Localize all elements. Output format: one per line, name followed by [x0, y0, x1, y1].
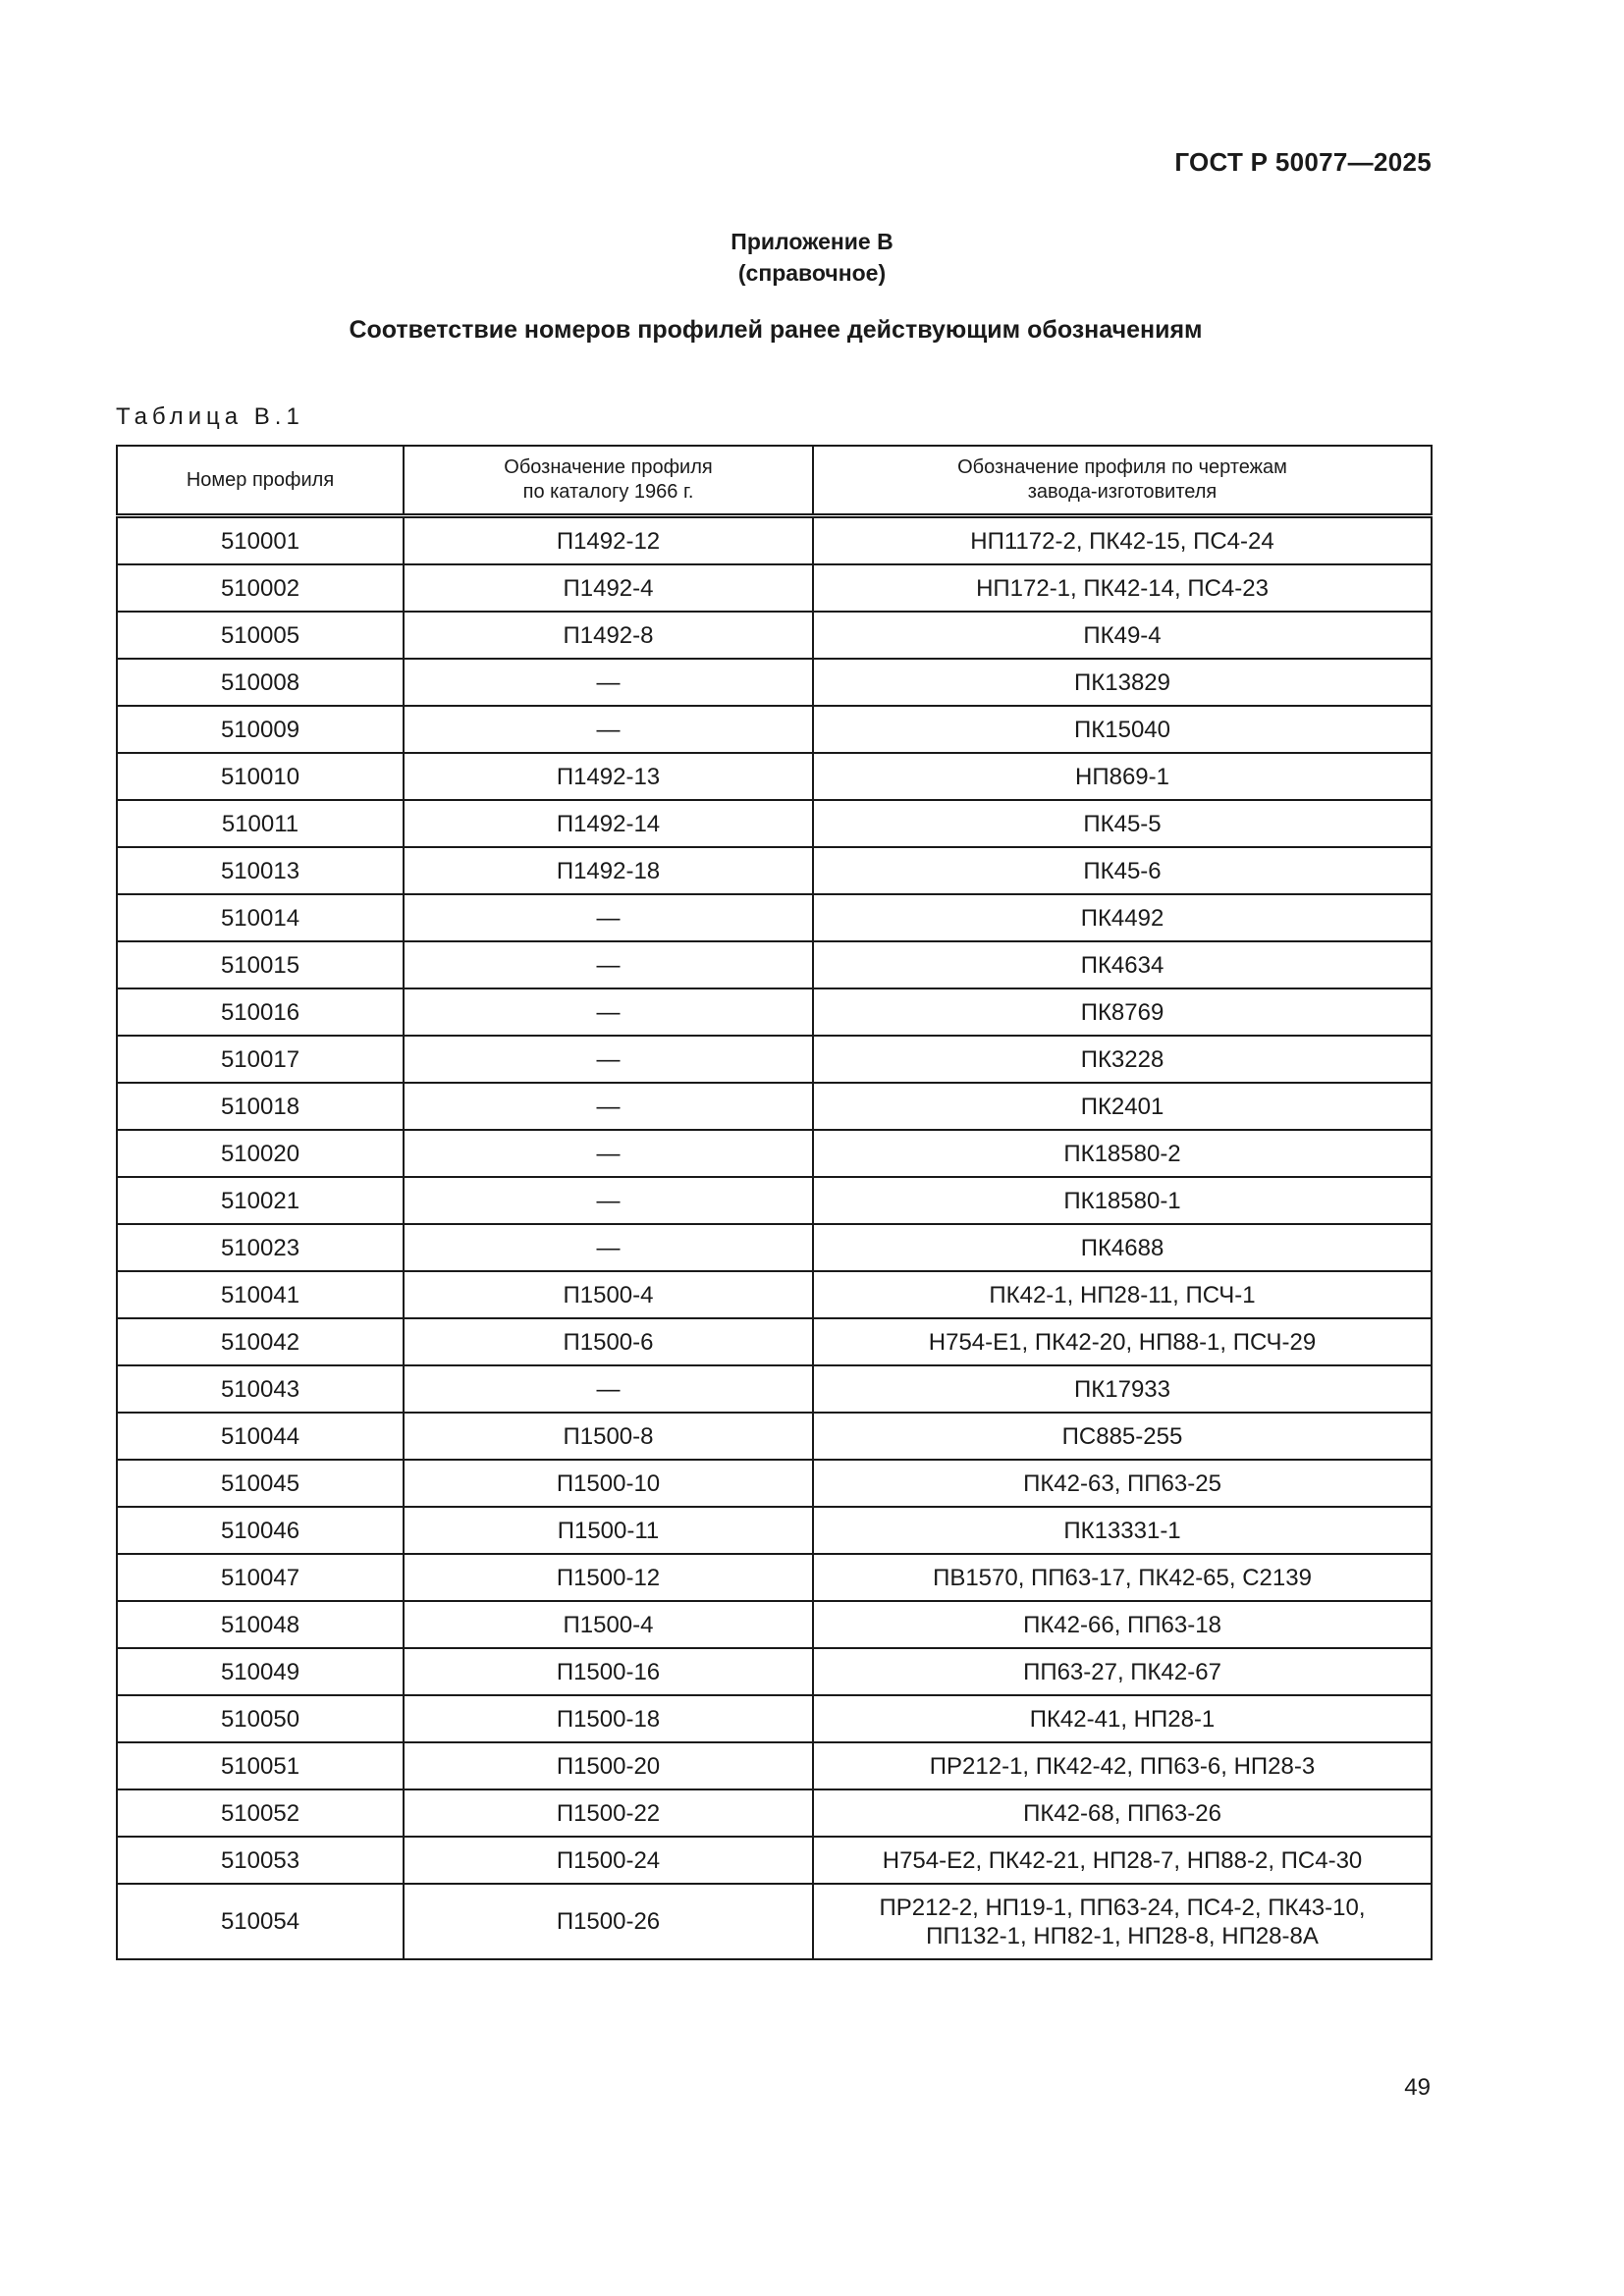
cell-catalog-designation: П1500-22	[404, 1789, 813, 1837]
table-row	[117, 1460, 1432, 1507]
cell-catalog-designation: П1492-12	[404, 516, 813, 565]
cell-factory-designation: ПК17933	[813, 1365, 1432, 1413]
cell-factory-designation: ПК4688	[813, 1224, 1432, 1271]
cell-factory-designation: ПР212-2, НП19-1, ПП63-24, ПС4-2, ПК43-10, ПП132-1, НП82-1, НП28-8, НП28-8А	[813, 1884, 1432, 1959]
cell-profile-number: 510050	[117, 1695, 404, 1742]
cell-profile-number: 510015	[117, 941, 404, 988]
table-row	[117, 800, 1432, 847]
cell-catalog-designation: П1500-26	[404, 1884, 813, 1959]
cell-factory-designation: ПК4492	[813, 894, 1432, 941]
table-row	[117, 1742, 1432, 1789]
cell-factory-designation: ПК42-41, НП28-1	[813, 1695, 1432, 1742]
table-row	[117, 1884, 1432, 1959]
cell-profile-number: 510021	[117, 1177, 404, 1224]
appendix-type: (справочное)	[737, 260, 887, 286]
cell-profile-number: 510046	[117, 1507, 404, 1554]
column-header-catalog-1966	[404, 446, 813, 516]
cell-catalog-designation: П1500-11	[404, 1507, 813, 1554]
table-row	[117, 1130, 1432, 1177]
table-row	[117, 706, 1432, 753]
cell-profile-number: 510017	[117, 1036, 404, 1083]
table-row	[117, 1695, 1432, 1742]
cell-profile-number: 510051	[117, 1742, 404, 1789]
cell-profile-number: 510018	[117, 1083, 404, 1130]
cell-catalog-designation: П1492-8	[404, 612, 813, 659]
cell-profile-number: 510009	[117, 706, 404, 753]
cell-factory-designation: ПК45-6	[813, 847, 1432, 894]
table-row	[117, 1365, 1432, 1413]
table-row	[117, 1837, 1432, 1884]
table-row	[117, 941, 1432, 988]
cell-catalog-designation: П1500-6	[404, 1318, 813, 1365]
cell-profile-number: 510011	[117, 800, 404, 847]
cell-factory-designation: ПК3228	[813, 1036, 1432, 1083]
table-header-row	[117, 446, 1432, 516]
cell-profile-number: 510005	[117, 612, 404, 659]
table-row	[117, 1507, 1432, 1554]
table-row	[117, 847, 1432, 894]
table-row	[117, 1318, 1432, 1365]
cell-profile-number: 510047	[117, 1554, 404, 1601]
cell-factory-designation: ПК42-1, НП28-11, ПСЧ-1	[813, 1271, 1432, 1318]
cell-catalog-designation: —	[404, 941, 813, 988]
table-row	[117, 659, 1432, 706]
appendix-heading	[0, 226, 1624, 289]
table-row	[117, 894, 1432, 941]
cell-profile-number: 510043	[117, 1365, 404, 1413]
cell-factory-designation: ПК45-5	[813, 800, 1432, 847]
cell-factory-designation: Н754-Е1, ПК42-20, НП88-1, ПСЧ-29	[813, 1318, 1432, 1365]
cell-profile-number: 510041	[117, 1271, 404, 1318]
cell-profile-number: 510023	[117, 1224, 404, 1271]
profile-table-container	[116, 445, 1431, 1960]
table-row	[117, 1413, 1432, 1460]
appendix-title: Соответствие номеров профилей ранее действующим обозначениям	[349, 316, 1203, 344]
cell-catalog-designation: —	[404, 1130, 813, 1177]
cell-catalog-designation: —	[404, 1224, 813, 1271]
cell-catalog-designation: П1500-4	[404, 1271, 813, 1318]
cell-factory-designation: ПК18580-1	[813, 1177, 1432, 1224]
cell-profile-number: 510054	[117, 1884, 404, 1959]
column-header-catalog-1966-text: Обозначение профиля по каталогу 1966 г.	[504, 456, 713, 503]
table-row	[117, 564, 1432, 612]
column-header-profile-number: Номер профиля	[117, 446, 404, 516]
cell-factory-designation: НП869-1	[813, 753, 1432, 800]
cell-factory-designation: ПК15040	[813, 706, 1432, 753]
table-row	[117, 516, 1432, 565]
cell-catalog-designation: П1492-13	[404, 753, 813, 800]
cell-catalog-designation: —	[404, 1177, 813, 1224]
cell-factory-designation: ПК42-68, ПП63-26	[813, 1789, 1432, 1837]
table-body	[117, 516, 1432, 1960]
cell-factory-designation: ПК8769	[813, 988, 1432, 1036]
table-row	[117, 1554, 1432, 1601]
cell-catalog-designation: —	[404, 1083, 813, 1130]
cell-factory-designation: ПС885-255	[813, 1413, 1432, 1460]
cell-factory-designation: Н754-Е2, ПК42-21, НП28-7, НП88-2, ПС4-30	[813, 1837, 1432, 1884]
cell-profile-number: 510002	[117, 564, 404, 612]
cell-profile-number: 510052	[117, 1789, 404, 1837]
cell-catalog-designation: —	[404, 1365, 813, 1413]
cell-profile-number: 510049	[117, 1648, 404, 1695]
table-row	[117, 1271, 1432, 1318]
cell-factory-designation: ПК42-66, ПП63-18	[813, 1601, 1432, 1648]
cell-factory-designation: НП172-1, ПК42-14, ПС4-23	[813, 564, 1432, 612]
cell-catalog-designation: П1500-8	[404, 1413, 813, 1460]
cell-catalog-designation: П1492-4	[404, 564, 813, 612]
cell-factory-designation: ПК4634	[813, 941, 1432, 988]
cell-catalog-designation: П1500-16	[404, 1648, 813, 1695]
cell-profile-number: 510044	[117, 1413, 404, 1460]
cell-catalog-designation: —	[404, 659, 813, 706]
cell-profile-number: 510014	[117, 894, 404, 941]
cell-profile-number: 510013	[117, 847, 404, 894]
cell-factory-designation: ПК49-4	[813, 612, 1432, 659]
cell-factory-designation: ПК13331-1	[813, 1507, 1432, 1554]
cell-profile-number: 510053	[117, 1837, 404, 1884]
cell-factory-designation: ПК13829	[813, 659, 1432, 706]
cell-factory-designation: ПВ1570, ПП63-17, ПК42-65, С2139	[813, 1554, 1432, 1601]
cell-profile-number: 510042	[117, 1318, 404, 1365]
document-code: ГОСТ Р 50077—2025	[1174, 147, 1432, 177]
cell-profile-number: 510008	[117, 659, 404, 706]
cell-catalog-designation: П1500-18	[404, 1695, 813, 1742]
table-row	[117, 1601, 1432, 1648]
cell-catalog-designation: П1500-4	[404, 1601, 813, 1648]
cell-profile-number: 510020	[117, 1130, 404, 1177]
cell-profile-number: 510001	[117, 516, 404, 565]
cell-factory-designation: ПК2401	[813, 1083, 1432, 1130]
table-row	[117, 1177, 1432, 1224]
cell-factory-designation: НП1172-2, ПК42-15, ПС4-24	[813, 516, 1432, 565]
table-row	[117, 1224, 1432, 1271]
table-caption: Таблица В.1	[116, 403, 304, 430]
table-row	[117, 1083, 1432, 1130]
table-row	[117, 1789, 1432, 1837]
cell-profile-number: 510048	[117, 1601, 404, 1648]
cell-catalog-designation: —	[404, 988, 813, 1036]
cell-catalog-designation: —	[404, 706, 813, 753]
cell-catalog-designation: —	[404, 894, 813, 941]
cell-catalog-designation: П1492-14	[404, 800, 813, 847]
page-number: 49	[1404, 2074, 1431, 2101]
column-header-factory-drawings-text: Обозначение профиля по чертежам завода-изготовителя	[957, 456, 1287, 503]
table-row	[117, 1036, 1432, 1083]
cell-catalog-designation: П1500-10	[404, 1460, 813, 1507]
cell-catalog-designation: П1500-12	[404, 1554, 813, 1601]
cell-catalog-designation: —	[404, 1036, 813, 1083]
cell-factory-designation: ПК42-63, ПП63-25	[813, 1460, 1432, 1507]
appendix-label: Приложение В	[731, 229, 893, 254]
table-row	[117, 1648, 1432, 1695]
profile-correspondence-table	[116, 445, 1433, 1960]
table-row	[117, 988, 1432, 1036]
cell-factory-designation: ПК18580-2	[813, 1130, 1432, 1177]
cell-catalog-designation: П1500-24	[404, 1837, 813, 1884]
cell-factory-designation: ПР212-1, ПК42-42, ПП63-6, НП28-3	[813, 1742, 1432, 1789]
cell-profile-number: 510016	[117, 988, 404, 1036]
cell-catalog-designation: П1492-18	[404, 847, 813, 894]
table-row	[117, 612, 1432, 659]
cell-factory-designation: ПП63-27, ПК42-67	[813, 1648, 1432, 1695]
cell-catalog-designation: П1500-20	[404, 1742, 813, 1789]
table-row	[117, 753, 1432, 800]
cell-profile-number: 510010	[117, 753, 404, 800]
column-header-factory-drawings	[813, 446, 1432, 516]
cell-profile-number: 510045	[117, 1460, 404, 1507]
